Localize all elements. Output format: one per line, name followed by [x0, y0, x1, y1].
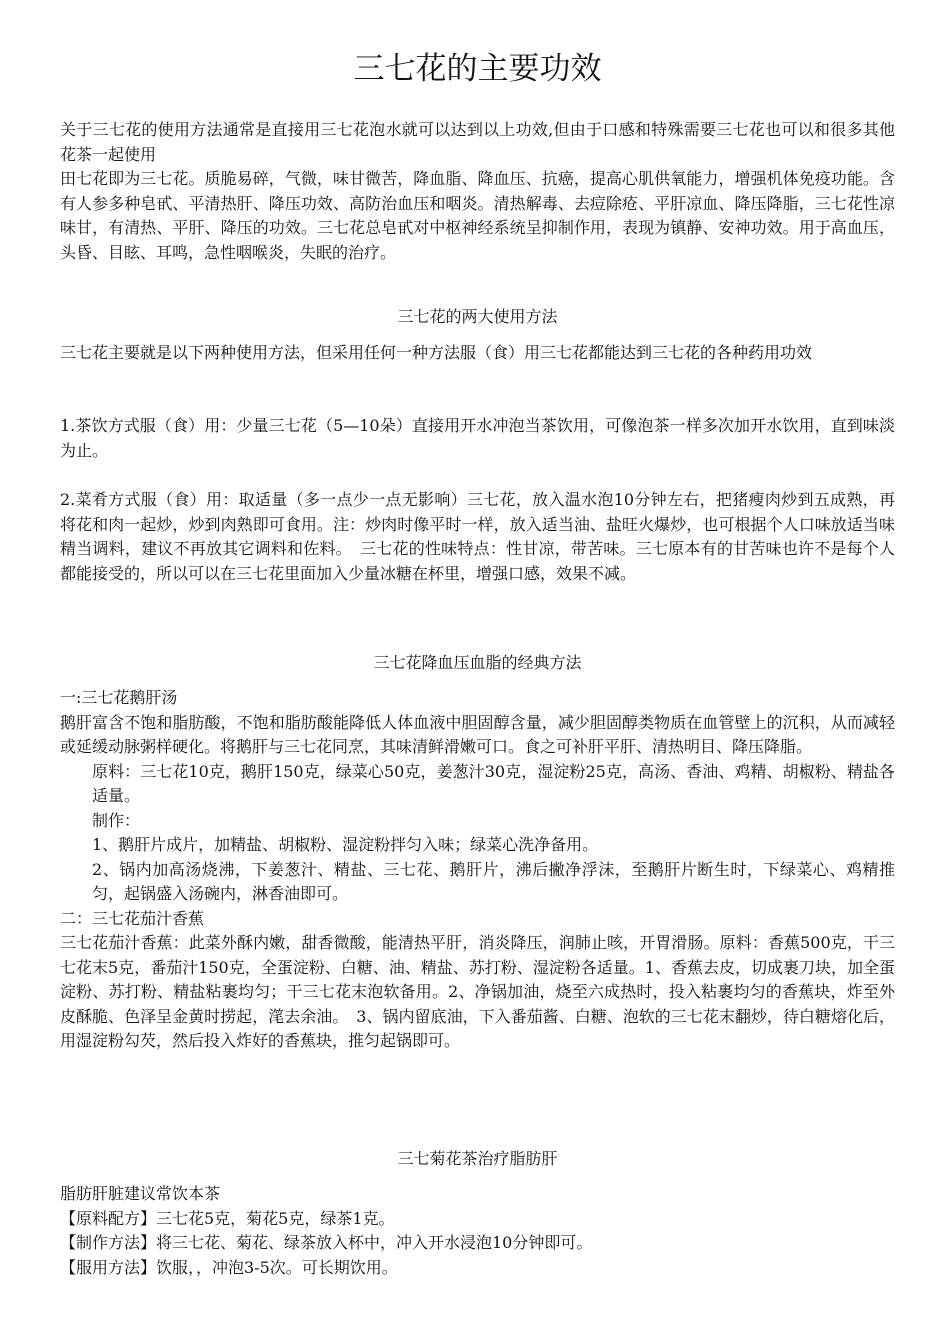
fatty-liver-usage: 【服用方法】饮服，，冲泡3-5次。可长期饮用。 — [60, 1257, 398, 1277]
usage-method-1-text: 1.茶饮方式服（食）用：少量三七花（5—10朵）直接用开水冲泡当茶饮用，可像泡茶一样多次加开水饮用，直到味淡为止。 — [60, 416, 895, 460]
section-heading-usage: 三七花的两大使用方法 — [397, 307, 558, 326]
usage-method-1 — [60, 414, 895, 463]
intro-section — [60, 118, 895, 265]
recipe-1-description: 鹅肝富含不饱和脂肪酸，不饱和脂肪酸能降低人体血液中胆固醇含量，减少胆固醇类物质在血管壁上的沉积，从而减轻或延缓动脉粥样硬化。将鹅肝与三七花同烹，其味清鲜滑嫩可口。食之可补肝平肝、清热明目、降压降脂。 — [60, 712, 895, 756]
recipe-1-step-2: 2、锅内加高汤烧沸，下姜葱汁、精盐、三七花、鹅肝片，沸后撇净浮沫，至鹅肝片断生时，下绿菜心、鸡精推匀，起锅盛入汤碗内，淋香油即可。 — [92, 859, 895, 903]
recipe-1-make-label: 制作： — [92, 810, 141, 830]
fatty-liver-ingredients: 【原料配方】三七花5克，菊花5克，绿茶1克。 — [60, 1208, 395, 1228]
section-heading-blood-pressure: 三七花降血压血脂的经典方法 — [373, 653, 582, 672]
recipe-2-title: 二：三七花茄汁香蕉 — [60, 908, 205, 928]
usage-method-2 — [60, 488, 895, 586]
usage-method-2-text: 2.菜肴方式服（食）用：取适量（多一点少一点无影响）三七花，放入温水泡10分钟左右，把猪瘦肉炒到五成熟，再将花和肉一起炒，炒到肉熟即可食用。注：炒肉时像平时一样，放入适当油、盐旺火爆炒，也可根据个人口味放适当味精当调料，建议不再放其它调料和佐料。 三七花的性味特点：性甘凉，带苦味。三七原本有的甘苦味也许不是每个人都能接受的，所以可以在三七花里面加入少量冰糖在杯里，增强口感，效果不减。 — [60, 490, 895, 583]
recipe-2-description: 三七花茄汁香蕉：此菜外酥内嫩，甜香微酸，能清热平肝，消炎降压，润肺止咳，开胃滑肠。原料：香蕉500克，干三七花末5克，番茄汁150克，全蛋淀粉、白糖、油、精盐、苏打粉、湿淀粉各适量。1、香蕉去皮，切成裹刀块，加全蛋淀粉、苏打粉、精盐粘裹均匀；干三七花末泡软备用。2、净锅加油，烧至六成热时，投入粘裹均匀的香蕉块，炸至外皮酥脆、色泽呈金黄时捞起，滗去余油。 3、锅内留底油，下入番茄酱、白糖、泡软的三七花末翻炒，待白糖熔化后，用湿淀粉勾芡，然后投入炸好的香蕉块，推匀起锅即可。 — [60, 933, 895, 1050]
page-title: 三七花的主要功效 — [353, 51, 602, 87]
recipe-1-ingredients: 原料：三七花10克，鹅肝150克，绿菜心50克，姜葱汁30克，湿淀粉25克，高汤、香油、鸡精、胡椒粉、精盐各适量。 — [92, 761, 895, 805]
usage-intro — [60, 341, 895, 366]
fatty-liver-intro: 脂肪肝脏建议常饮本茶 — [60, 1184, 221, 1203]
intro-paragraph-2: 田七花即为三七花。质脆易碎，气微，味甘微苦，降血脂、降血压、抗癌，提高心肌供氧能力，增强机体免疫功能。含有人参多种皂甙、平清热肝、降压功效、高防治血压和咽炎。清热解毒、去痘除疮、平肝凉血、降压降脂，三七花性凉味甘，有清热、平肝、降压的功效。三七花总皂甙对中枢神经系统呈抑制作用，表现为镇静、安神功效。用于高血压，头昏、目眩、耳鸣，急性咽喉炎，失眠的治疗。 — [60, 169, 895, 262]
fatty-liver-section — [60, 1182, 895, 1280]
section-heading-fatty-liver: 三七菊花茶治疗脂肪肝 — [397, 1149, 558, 1168]
blood-pressure-section — [60, 686, 895, 1054]
recipe-1-title: 一:三七花鹅肝汤 — [60, 688, 178, 707]
intro-paragraph-1: 关于三七花的使用方法通常是直接用三七花泡水就可以达到以上功效,但由于口感和特殊需要三七花也可以和很多其他花茶一起使用 — [60, 120, 895, 164]
fatty-liver-preparation: 【制作方法】将三七花、菊花、绿茶放入杯中，冲入开水浸泡10分钟即可。 — [60, 1233, 593, 1252]
usage-intro-text: 三七花主要就是以下两种使用方法，但采用任何一种方法服（食）用三七花都能达到三七花的各种药用功效 — [60, 343, 813, 362]
recipe-1-step-1: 1、鹅肝片成片，加精盐、胡椒粉、湿淀粉拌匀入味；绿菜心洗净备用。 — [92, 835, 599, 854]
